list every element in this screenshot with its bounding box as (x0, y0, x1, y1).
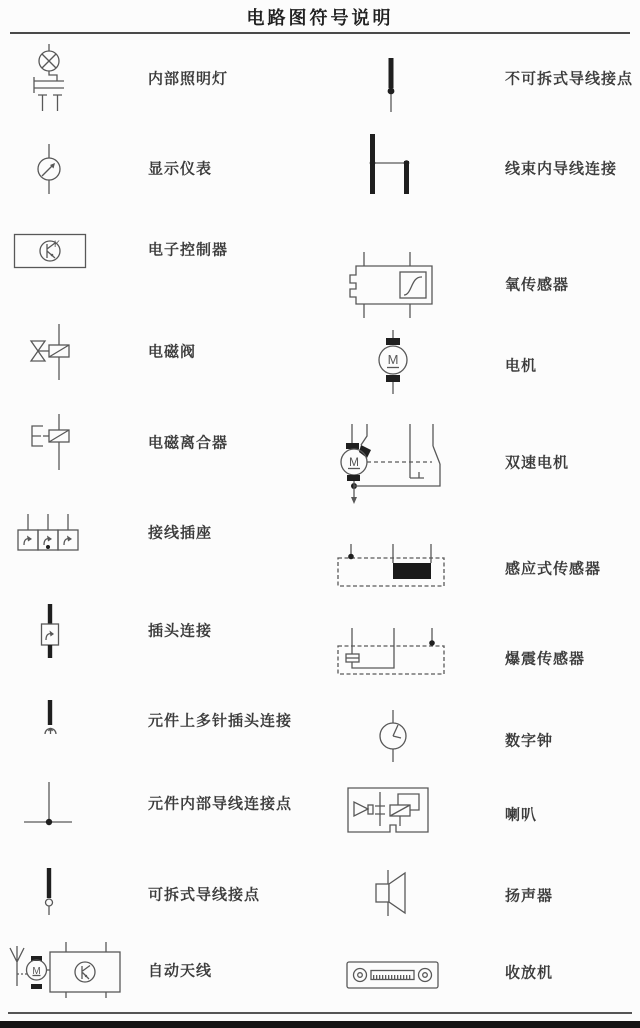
label-motor: 电机 (505, 357, 538, 375)
label-plug-connection: 插头连接 (148, 622, 213, 640)
terminal-socket-icon (16, 512, 82, 552)
svg-text:M: M (349, 455, 359, 469)
title-divider (10, 32, 630, 34)
electronic-controller-icon (13, 229, 87, 269)
harness-wire-connection-icon (364, 132, 418, 198)
knock-sensor-icon (336, 624, 448, 676)
display-gauge-icon (34, 144, 64, 194)
speaker-icon (374, 868, 410, 918)
bottom-bar (0, 1021, 640, 1028)
label-multi-pin-plug: 元件上多针插头连接 (148, 712, 293, 730)
label-inductive-sensor: 感应式传感器 (505, 560, 602, 578)
interior-light-icon (28, 44, 72, 116)
oxygen-sensor-icon (342, 250, 438, 320)
svg-text:M: M (387, 352, 399, 367)
label-horn: 喇叭 (505, 806, 538, 824)
inductive-sensor-icon (336, 542, 448, 590)
label-speaker: 扬声器 (505, 887, 554, 905)
svg-text:K: K (53, 239, 61, 249)
two-speed-motor-icon (336, 422, 448, 510)
horn-icon (346, 786, 430, 840)
radio-cassette-icon (345, 958, 440, 992)
label-solenoid-valve: 电磁阀 (148, 343, 197, 361)
label-interior-light: 内部照明灯 (148, 70, 229, 88)
label-digital-clock: 数字钟 (505, 732, 554, 750)
label-knock-sensor: 爆震传感器 (505, 650, 586, 668)
label-electromagnetic-clutch: 电磁离合器 (148, 434, 229, 452)
label-internal-wire-junction: 元件内部导线连接点 (148, 795, 293, 813)
svg-text:M: M (32, 966, 41, 977)
label-oxygen-sensor: 氧传感器 (505, 276, 570, 294)
label-electronic-controller: 电子控制器 (148, 241, 229, 259)
non-detachable-wire-contact-icon (384, 56, 398, 114)
detachable-wire-contact-icon (42, 866, 56, 916)
solenoid-valve-icon (28, 324, 74, 380)
page-title: 电路图符号说明 (246, 8, 394, 28)
motor-icon (376, 330, 410, 396)
footer-divider (8, 1012, 632, 1014)
multi-pin-plug-icon (42, 698, 58, 740)
label-display-gauge: 显示仪表 (148, 160, 213, 178)
label-terminal-socket: 接线插座 (148, 524, 213, 542)
label-two-speed-motor: 双速电机 (505, 454, 570, 472)
electromagnetic-clutch-icon (28, 414, 74, 470)
internal-wire-junction-icon (22, 780, 74, 826)
label-harness-wire-connection: 线束内导线连接 (505, 160, 618, 178)
auto-antenna-icon (8, 940, 126, 998)
label-detachable-wire-contact: 可拆式导线接点 (148, 886, 261, 904)
digital-clock-icon (378, 708, 408, 764)
label-auto-antenna: 自动天线 (148, 962, 213, 980)
label-radio-cassette: 收放机 (505, 964, 554, 982)
label-non-detachable-wire-contact: 不可拆式导线接点 (505, 70, 634, 88)
plug-connection-icon (40, 604, 60, 658)
